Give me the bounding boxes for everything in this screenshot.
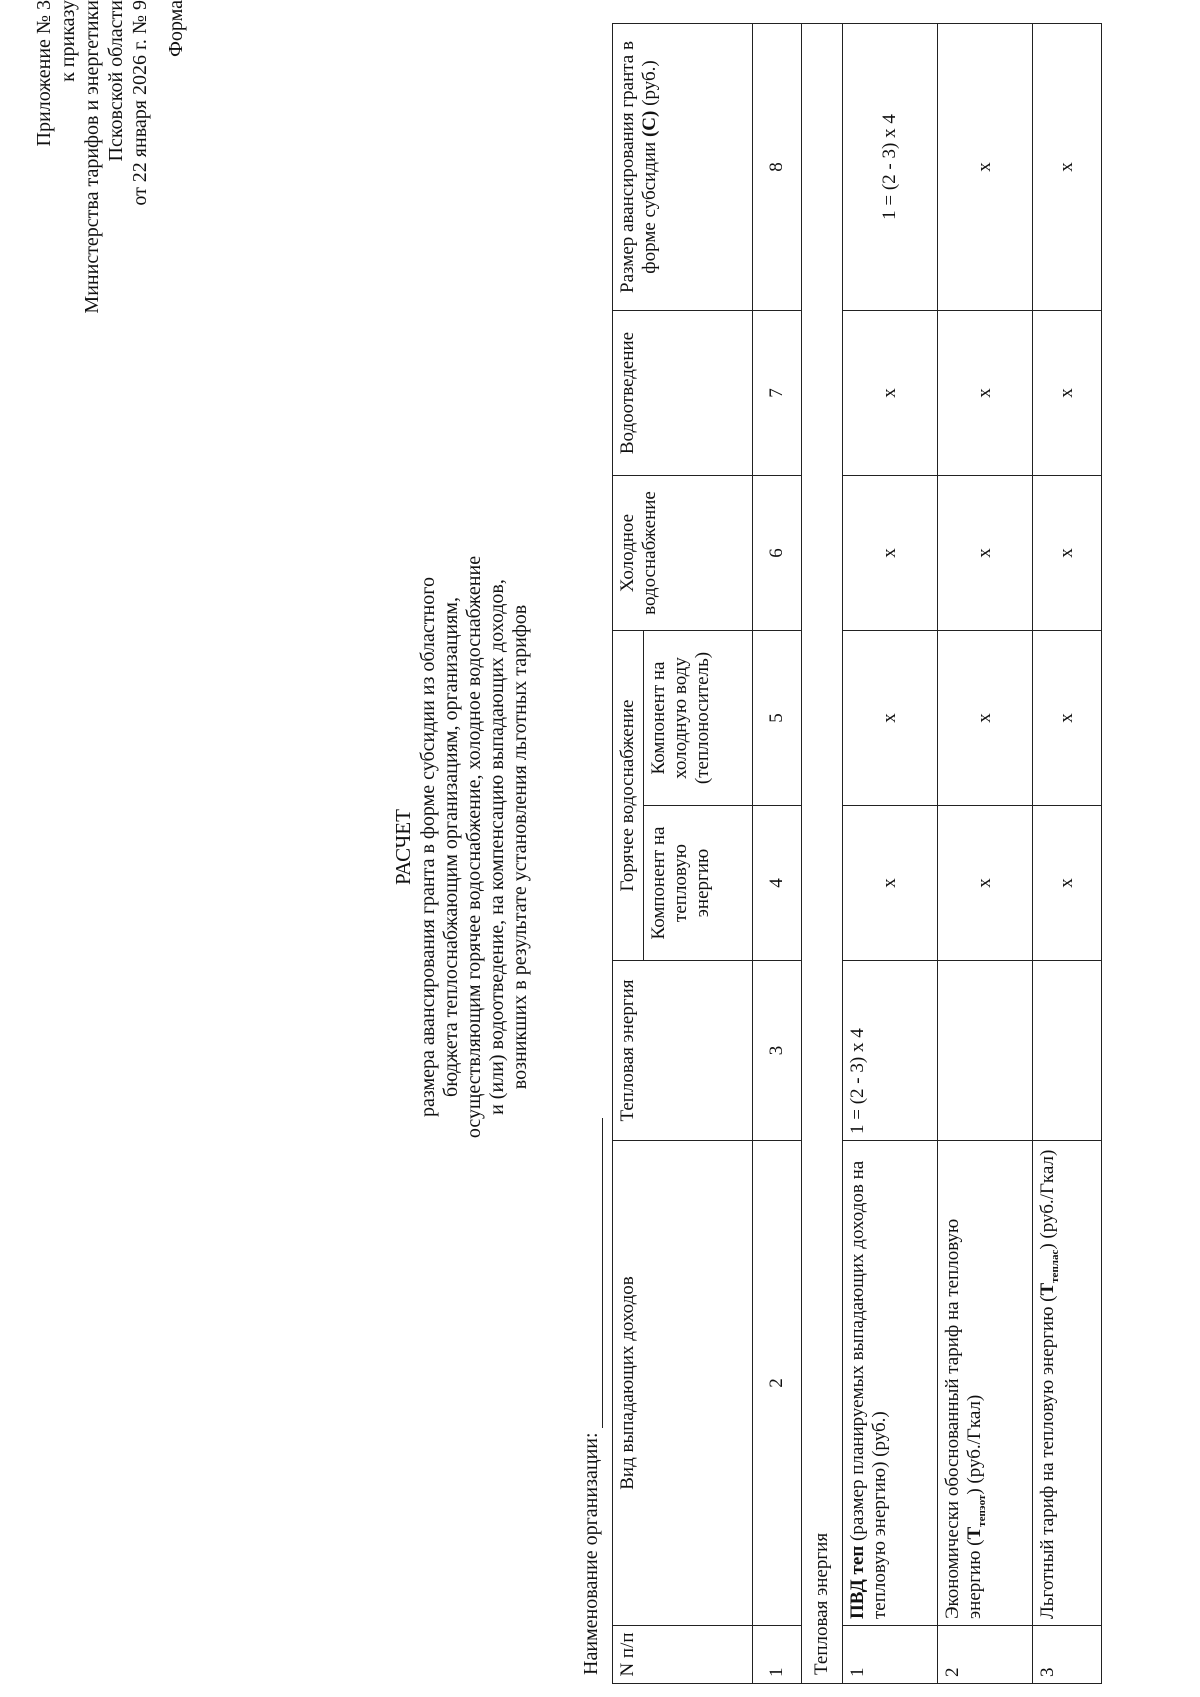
header-kind: Вид выпадающих доходов — [613, 1141, 753, 1626]
column-number-1: 1 — [753, 1626, 802, 1684]
row-number: 2 — [938, 1626, 1033, 1684]
row-kind-tail: ) (руб./Гкал) — [1037, 1149, 1058, 1250]
row-kind — [1033, 1141, 1102, 1626]
row-kind — [843, 1141, 938, 1626]
header-grant-unit: (руб.) — [639, 60, 660, 106]
header-hw-heat-component: Компонент на тепловую энергию — [644, 806, 753, 961]
appendix-line-3: Министерства тарифов и энергетики — [81, 0, 103, 314]
row-sewer-cell: x — [843, 311, 938, 476]
row-hw-heat-cell: x — [1033, 806, 1102, 961]
row-number: 3 — [1033, 1626, 1102, 1684]
row-kind-symbol: Т — [964, 1526, 985, 1540]
row-number: 1 — [843, 1626, 938, 1684]
row-grant-cell: x — [1033, 24, 1102, 311]
column-number-row — [753, 24, 802, 1684]
organization-blank-field[interactable] — [584, 1118, 603, 1428]
appendix-header — [32, 0, 188, 314]
title-line-3: осуществляющим горячее водоснабжение, холодное водоснабжение — [463, 555, 485, 1139]
row-hw-cold-cell: x — [1033, 631, 1102, 806]
row-hw-cold-cell: x — [938, 631, 1033, 806]
title-line-4: и (или) водоотведение, на компенсацию выпадающих доходов, — [486, 579, 508, 1115]
column-number-5: 5 — [753, 631, 802, 806]
row-heat-cell — [1033, 961, 1102, 1141]
appendix-line-4: Псковской области — [105, 0, 127, 162]
title-heading: РАСЧЕТ — [391, 809, 415, 885]
organization-label: Наименование организации: — [580, 1432, 602, 1675]
row-hw-heat-cell: x — [938, 806, 1033, 961]
column-number-4: 4 — [753, 806, 802, 961]
calculation-table — [612, 23, 1102, 1684]
header-hot-water: Горячее водоснабжение — [613, 631, 644, 961]
row-kind-tail: ) (руб./Гкал) — [964, 1394, 985, 1495]
row-sewer-cell: x — [938, 311, 1033, 476]
form-label: Форма — [165, 0, 187, 57]
document-title — [392, 377, 532, 1317]
header-sewer: Водоотведение — [613, 311, 753, 476]
row-heat-cell — [938, 961, 1033, 1141]
column-number-6: 6 — [753, 476, 802, 631]
organization-name-line — [580, 1118, 603, 1675]
row-cold-cell: x — [938, 476, 1033, 631]
row-sewer-cell: x — [1033, 311, 1102, 476]
appendix-line-5: от 22 января 2026 г. № 9 — [129, 0, 151, 206]
row-hw-cold-cell: x — [843, 631, 938, 806]
header-cold-water: Холодное водоснабжение — [613, 476, 753, 631]
title-line-2: бюджета теплоснабжающим организациям, организациям, — [440, 597, 462, 1097]
title-line-5: возникших в результате установления льготных тарифов — [509, 604, 531, 1090]
row-kind-symbol: ПВД теп — [847, 1545, 868, 1619]
appendix-line-1: Приложение № 3 — [33, 0, 55, 147]
row-kind — [938, 1141, 1033, 1626]
row-kind-subscript: теплас — [1048, 1249, 1061, 1283]
column-number-8: 8 — [753, 24, 802, 311]
row-hw-heat-cell: x — [843, 806, 938, 961]
row-kind-subscript: тепэот — [975, 1494, 988, 1527]
section-row-heat — [802, 24, 843, 1684]
row-heat-cell: 1 = (2 - 3) х 4 — [843, 961, 938, 1141]
row-grant-cell: 1 = (2 - 3) х 4 — [843, 24, 938, 311]
row-kind-text: Льготный тариф на тепловую энергию ( — [1037, 1295, 1058, 1619]
row-grant-cell: x — [938, 24, 1033, 311]
header-grant-text: Размер авансирования гранта в форме субсидии — [617, 41, 660, 293]
row-kind-symbol: Т — [1037, 1282, 1058, 1296]
table-row — [843, 24, 938, 1684]
row-kind-text: (размер планируемых выпадающих доходов на тепловую энергию) (руб.) — [847, 1160, 890, 1619]
table-row — [1033, 24, 1102, 1684]
header-row-1 — [613, 24, 644, 1684]
column-number-7: 7 — [753, 311, 802, 476]
header-hw-cold-component: Компонент на холодную воду (теплоноситель) — [644, 631, 753, 806]
row-cold-cell: x — [843, 476, 938, 631]
header-grant-symbol: (С) — [639, 110, 660, 138]
header-heat: Тепловая энергия — [613, 961, 753, 1141]
row-kind-text: Экономически обоснованный тариф на тепловую энергию ( — [942, 1218, 985, 1619]
title-line-1: размера авансирования гранта в форме субсидии из областного — [417, 577, 439, 1117]
section-title-heat: Тепловая энергия — [802, 24, 843, 1684]
header-num: N п/п — [613, 1626, 753, 1684]
column-number-2: 2 — [753, 1141, 802, 1626]
table-row — [938, 24, 1033, 1684]
column-number-3: 3 — [753, 961, 802, 1141]
header-grant — [613, 24, 753, 311]
row-cold-cell: x — [1033, 476, 1102, 631]
appendix-line-2: к приказу — [57, 0, 79, 82]
